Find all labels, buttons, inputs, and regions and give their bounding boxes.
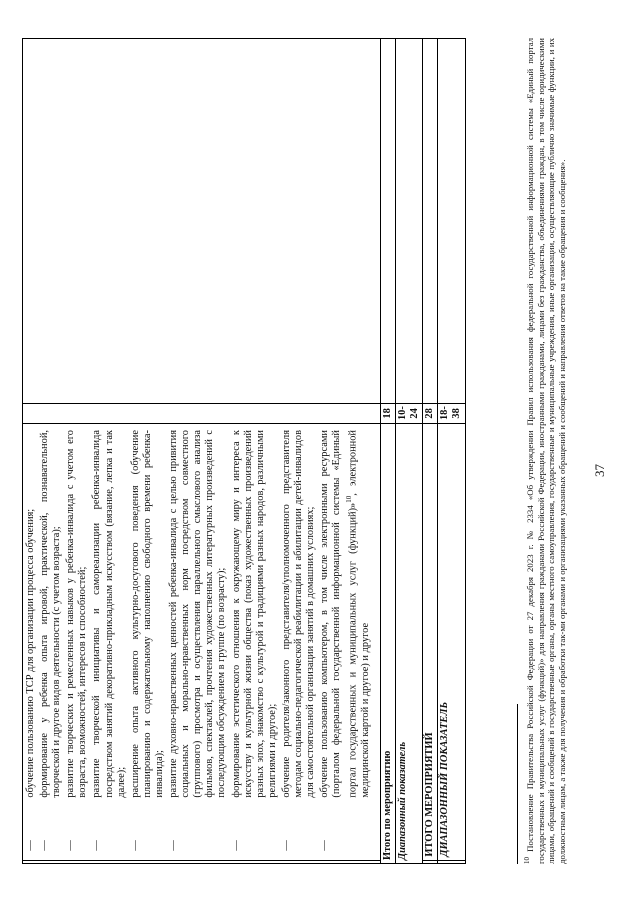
list-dash: —	[129, 840, 141, 851]
footnote-rule	[517, 704, 518, 864]
range-row-label: Диапазонный показатель	[396, 424, 423, 864]
footnote-reference: 10	[345, 495, 354, 503]
list-item-label: обучение пользованию ТСР для организации процесса обучения;	[25, 508, 36, 798]
list-item	[129, 427, 167, 857]
table-row	[438, 39, 465, 864]
list-item-text	[280, 427, 318, 801]
total-row-value: 18	[381, 403, 396, 423]
activities-table	[22, 38, 466, 864]
table-cell	[423, 860, 438, 863]
table-row	[396, 39, 423, 864]
list-dash: —	[319, 840, 331, 851]
list-item-label: развитие духовно-нравственных ценностей ребенка-инвалида с целью привития социальных и морально-нравственных норм посредством совместного (группового) просмотра и осуществления параллельного смыслового анализа фильмов, спектаклей, прочтения художественных литературных произведений с последующим обсуждением в группе (по возрасту);	[168, 430, 228, 798]
list-item-text	[90, 427, 128, 801]
footnote-mark: 10	[523, 857, 531, 864]
table-cell	[381, 39, 396, 404]
list-dash: —	[65, 840, 77, 851]
table-cell	[23, 39, 381, 404]
list-item-label: формирование у ребенка опыта игровой, практической, познавательной, творческой и другое видов деятельности (с учетом возраста);	[39, 430, 63, 798]
table-cell	[23, 860, 381, 863]
activity-content-cell	[23, 424, 381, 861]
list-item-text	[24, 427, 38, 801]
list-item	[38, 427, 64, 857]
list-dash: —	[91, 840, 103, 851]
list-item-label: формирование эстетического отношения к окружающему миру и интереса к искусству и культурной жизни общества (показ художественных произведений разных эпох, знакомство с культурой и традициями разных народов, различными религиями и другое);	[230, 430, 278, 798]
list-item	[280, 427, 318, 857]
table-cell	[23, 403, 381, 423]
table-row	[23, 39, 381, 864]
grand-total-label: ИТОГО МЕРОПРИЯТИЙ	[423, 424, 438, 861]
list-dash: —	[168, 840, 180, 851]
list-item-text	[64, 427, 90, 801]
list-item-tail: , электронной медицинской картой и другое) и другое	[347, 430, 371, 798]
page-number: 37	[592, 464, 607, 477]
grand-range-value: 18-38	[438, 403, 465, 423]
activity-list	[24, 427, 373, 857]
total-row-label: Итого по мероприятию	[381, 424, 396, 864]
list-item-text	[230, 427, 280, 801]
list-item-label: развитие творческих и ремесленных навыков у ребенка-инвалида с учетом его возраста, возможностей, интересов и способностей;	[65, 430, 89, 798]
table-cell	[423, 39, 438, 404]
list-item-text	[38, 427, 64, 801]
list-item-text	[318, 427, 373, 801]
list-item	[90, 427, 128, 857]
list-dash: —	[230, 840, 242, 851]
list-item-label: расширение опыта активного культурно-досугового поведения (обучение планированию и содержательному наполнению свободного времени ребенка-инвалида);	[129, 430, 165, 798]
footnote-text: Постановление Правительства Российской Федерации от 27 декабря 2023 г. № 2334 «Об утверждении Правил использования федеральной государственной информационной системы «Единый портал государственных и муниципальных услуг (функций)» для направления гражданами Российской Федерации, иностранными гражданами, лицами без гражданства, объединениями граждан, в том числе юридическими лицами, обращений и сообщений в государственные органы, органы местного самоуправления, государственные и муниципальные учреждения, иные организации, осуществляющие публично значимые функции, и их должностным лицам, а также для получения и обработки так-ми органами и организациями указанных обращений и сообщений и направления ответов на такие обращения и сообщения».	[524, 38, 567, 864]
list-item-text	[129, 427, 167, 801]
list-item-text	[167, 427, 229, 801]
list-item	[167, 427, 229, 857]
range-row-value: 10-24	[396, 403, 423, 423]
table-cell	[396, 39, 423, 404]
list-dash: —	[39, 840, 51, 851]
grand-range-label: ДИАПАЗОННЫЙ ПОКАЗАТЕЛЬ	[438, 424, 465, 861]
grand-total-value: 28	[423, 403, 438, 423]
list-item	[318, 427, 373, 857]
table-row	[423, 39, 438, 864]
footnote	[522, 38, 567, 864]
list-item-label: обучение родителя/законного представителя/уполномоченного представителя методам социально-педагогической реабилитации и абилитации детей-инвалидов для самостоятельной организации занятий в домашних условиях;	[280, 430, 317, 798]
list-item	[24, 427, 38, 857]
list-item	[230, 427, 280, 857]
list-dash: —	[25, 840, 36, 851]
list-item	[64, 427, 90, 857]
list-dash: —	[280, 840, 292, 851]
list-item-label: развитие творческой инициативы и самореализации ребенка-инвалида посредством занятий декоративно-прикладным искусством (вязание, лепка и так далее);	[91, 430, 127, 798]
list-item-label: обучение пользованию компьютером, в том числе электронными ресурсами (порталом федеральной государственной информационной системы «Единый портал государственных и муниципальных услуг (функций)»	[319, 430, 359, 798]
table-row	[381, 39, 396, 864]
table-cell	[438, 39, 465, 404]
table-cell	[438, 860, 465, 863]
